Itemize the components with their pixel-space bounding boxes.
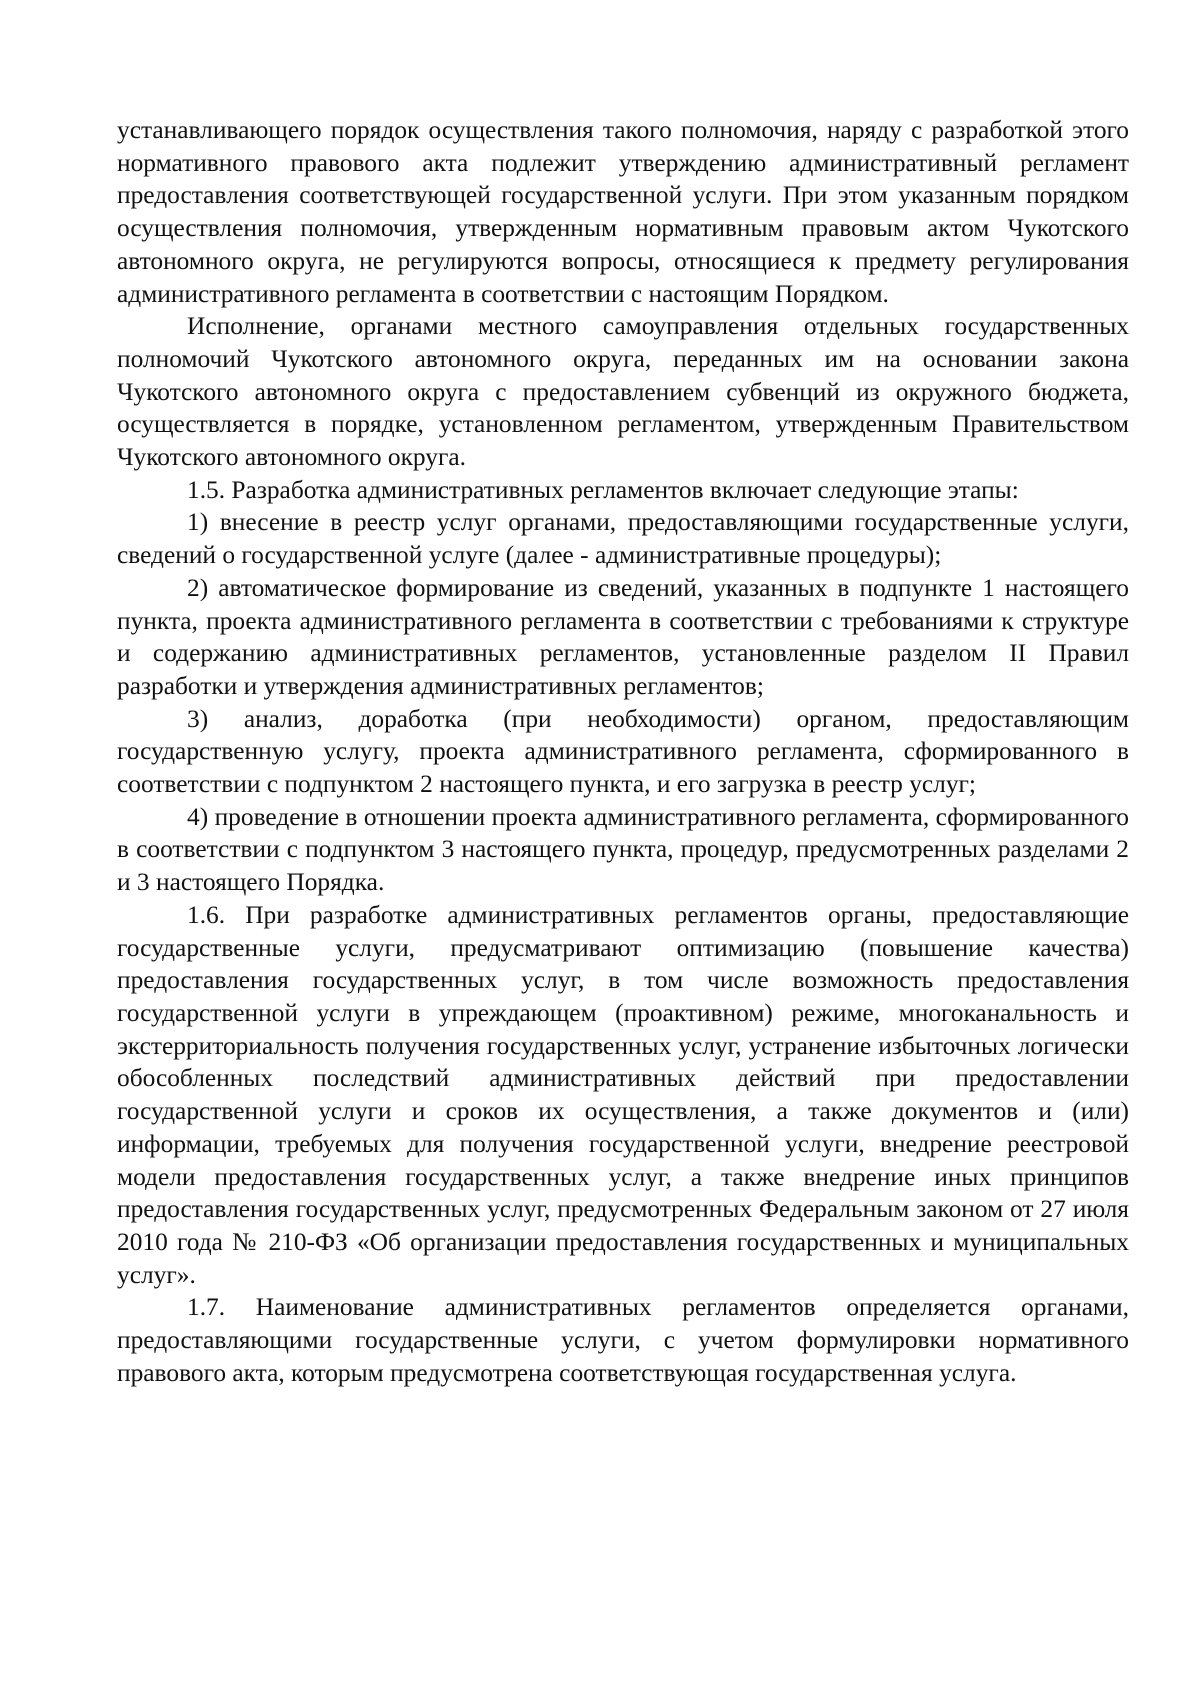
paragraph-1-5-item-1: 1) внесение в реестр услуг органами, предоставляющими государственные услуги, сведений о государственной услуге (далее - административные процедуры);: [117, 508, 1129, 570]
paragraph-1-5-item-4: 4) проведение в отношении проекта административного регламента, сформированного в соответствии с подпунктом 3 настоящего пункта, процедур, предусмотренных разделами 2 и 3 настоящего Порядка.: [117, 802, 1129, 897]
paragraph-1-5: 1.5. Разработка административных регламентов включает следующие этапы:: [187, 475, 1019, 504]
paragraph-local-self-government: Исполнение, органами местного самоуправления отдельных государственных полномочий Чукотского автономного округа, переданных им на основании закона Чукотского автономного округа с предоставлением субвенций из окружного бюджета, осуществляется в порядке, установленном регламентом, утвержденным Правительством Чукотского автономного округа.: [117, 312, 1129, 472]
paragraph-continuation: устанавливающего порядок осуществления такого полномочия, наряду с разработкой этого нормативного правового акта подлежит утверждению административный регламент предоставления соответствующей государственной услуги. При этом указанным порядком осуществления полномочия, утвержденным нормативным правовым актом Чукотского автономного округа, не регулируются вопросы, относящиеся к предмету регулирования административного регламента в соответствии с настоящим Порядком.: [117, 116, 1129, 308]
paragraph-1-6: 1.6. При разработке административных регламентов органы, предоставляющие государственные услуги, предусматривают оптимизацию (повышение качества) предоставления государственных услуг, в том числе возможность предоставления государственной услуги в упреждающем (проактивном) режиме, многоканальность и экстерриториальность получения государственных услуг, устранение избыточных логически обособленных последствий административных действий при предоставлении государственной услуги и сроков их осуществления, а также документов и (или) информации, требуемых для получения государственной услуги, внедрение реестровой модели предоставления государственных услуг, а также внедрение иных принципов предоставления государственных услуг, предусмотренных Федеральным законом от 27 июля 2010 года № 210-ФЗ «Об организации предоставления государственных и муниципальных услуг».: [117, 900, 1129, 1289]
paragraph-1-5-item-3: 3) анализ, доработка (при необходимости) органом, предоставляющим государственную услугу, проекта административного регламента, сформированного в соответствии с подпунктом 2 настоящего пункта, и его загрузка в реестр услуг;: [117, 704, 1129, 799]
document-body: [117, 114, 1129, 1389]
paragraph-1-7: 1.7. Наименование административных регламентов определяется органами, предоставляющими государственные услуги, с учетом формулировки нормативного правового акта, которым предусмотрена соответствующая государственная услуга.: [117, 1293, 1129, 1387]
paragraph-1-5-item-2: 2) автоматическое формирование из сведений, указанных в подпункте 1 настоящего пункта, проекта административного регламента в соответствии с требованиями к структуре и содержанию административных регламентов, установленные разделом II Правил разработки и утверждения административных регламентов;: [117, 573, 1129, 700]
